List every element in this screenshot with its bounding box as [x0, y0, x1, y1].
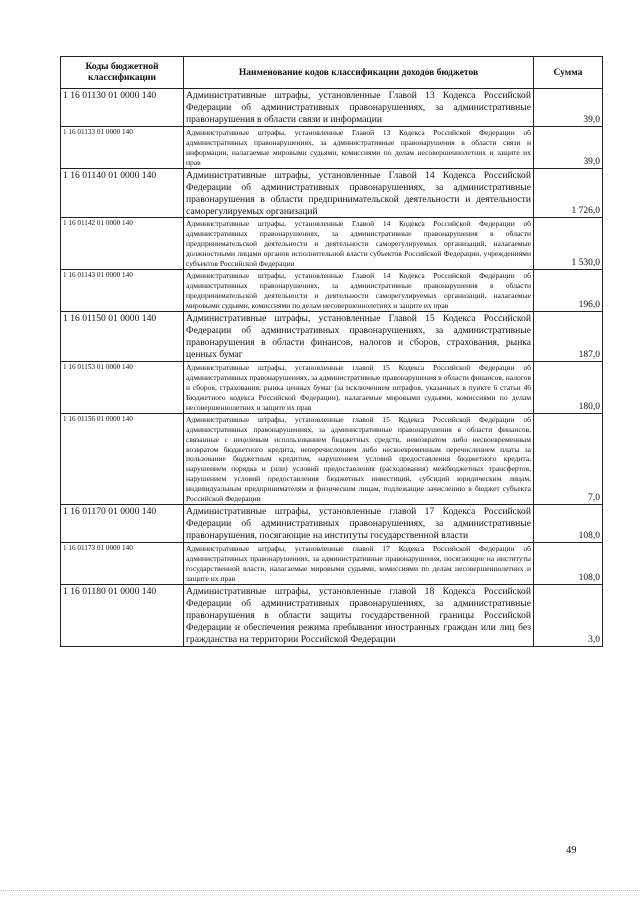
row-code: 1 16 01173 01 0000 140: [61, 543, 184, 585]
footer-rule: [0, 890, 640, 891]
row-code: 1 16 01156 01 0000 140: [61, 413, 184, 505]
header-sum: Сумма: [534, 57, 603, 89]
row-code: 1 16 01170 01 0000 140: [61, 505, 184, 543]
budget-codes-table-page: [60, 56, 602, 647]
table-row: [61, 168, 603, 218]
table-body: [61, 89, 603, 647]
table-row: [61, 543, 603, 585]
row-name: Административные штрафы, установленные главой 17 Кодекса Российской Федерации об административных правонарушениях, за административные правонарушения, посягающие на институты государственной власти, налагаемые мировыми судьями, комиссиями по делам несовершеннолетних и защите их прав: [184, 543, 534, 585]
row-sum: 1 726,0: [534, 168, 603, 218]
row-name: Административные штрафы, установленные главой 17 Кодекса Российской Федерации об административных правонарушениях, за административные правонарушения, посягающие на институты государственной власти: [184, 505, 534, 543]
row-sum: 3,0: [534, 584, 603, 646]
row-sum: 196,0: [534, 270, 603, 312]
table-row: [61, 584, 603, 646]
row-name: Административные штрафы, установленные Главой 13 Кодекса Российской Федерации об административных правонарушениях, за административные правонарушения в области связи и информации, налагаемые мировыми судьями, комиссиями по делам несовершеннолетних и защите их прав: [184, 126, 534, 168]
row-sum: 39,0: [534, 126, 603, 168]
row-name: Административные штрафы, установленные главой 18 Кодекса Российской Федерации об административных правонарушениях, за административные правонарушения в области защиты государственной границы Российской Федерации и обеспечения режима пребывания иностранных граждан или лиц без гражданства на территории Российской Федерации: [184, 584, 534, 646]
row-code: 1 16 01140 01 0000 140: [61, 168, 184, 218]
row-sum: 39,0: [534, 89, 603, 127]
row-name: Административные штрафы, установленные Главой 15 Кодекса Российской Федерации об административных правонарушениях, за административные правонарушения в области финансов, налогов и сборов, страхования, рынка ценных бумаг: [184, 312, 534, 362]
table-row: [61, 361, 603, 413]
row-code: 1 16 01133 01 0000 140: [61, 126, 184, 168]
table-row: [61, 413, 603, 505]
table-row: [61, 126, 603, 168]
table-row: [61, 312, 603, 362]
row-code: 1 16 01130 01 0000 140: [61, 89, 184, 127]
header-row: [61, 57, 603, 89]
row-name: Административные штрафы, установленные главой 15 Кодекса Российской Федерации об административных правонарушениях, за административные правонарушения в области финансов, налогов и сборов, страхования, рынка ценных бумаг (за исключением штрафов, указанных в пункте 6 статьи 46 Бюджетного кодекса Российской Федерации), налагаемые мировыми судьями, комиссиями по делам несовершеннолетних и защите их прав: [184, 361, 534, 413]
row-code: 1 16 01143 01 0000 140: [61, 270, 184, 312]
row-code: 1 16 01153 01 0000 140: [61, 361, 184, 413]
row-sum: 108,0: [534, 543, 603, 585]
row-code: 1 16 01142 01 0000 140: [61, 218, 184, 270]
table-row: [61, 270, 603, 312]
row-name: Административные штрафы, установленные Главой 14 Кодекса Российской Федерации об административных правонарушениях, за административные правонарушения в области предпринимательской деятельности и деятельности саморегулируемых организаций, налагаемые мировыми судьями, комиссиями по делам несовершеннолетних и защите их прав: [184, 270, 534, 312]
row-sum: 7,0: [534, 413, 603, 505]
row-sum: 1 530,0: [534, 218, 603, 270]
row-sum: 180,0: [534, 361, 603, 413]
row-name: Административные штрафы, установленные Главой 14 Кодекса Российской Федерации об административных правонарушениях, за административные правонарушения в области предпринимательской деятельности и деятельности саморегулируемых организаций: [184, 168, 534, 218]
row-name: Административные штрафы, установленные главой 15 Кодекса Российской Федерации об административных правонарушениях, за административные правонарушения в области финансов, связанные с нецелевым использованием бюджетных средств, невозвратом либо несвоевременным возвратом бюджетного кредита, неперечислением либо несвоевременным перечислением платы за пользование бюджетным кредитом, нарушением условий предоставления бюджетного кредита, нарушением порядка и (или) условий предоставления (расходования) межбюджетных трансфертов, нарушением условий предоставления бюджетных инвестиций, субсидий юридическим лицам, индивидуальным предпринимателям и физическим лицам, подлежащие зачислению в бюджет субъекта Российской Федерации: [184, 413, 534, 505]
row-code: 1 16 01180 01 0000 140: [61, 584, 184, 646]
table-header: [61, 57, 603, 89]
page-number: 49: [566, 845, 577, 856]
table-row: [61, 89, 603, 127]
row-sum: 187,0: [534, 312, 603, 362]
row-sum: 108,0: [534, 505, 603, 543]
budget-codes-table: [60, 56, 603, 647]
row-name: Административные штрафы, установленные Главой 14 Кодекса Российской Федерации об административных правонарушениях, за административные правонарушения в области предпринимательской деятельности и деятельности саморегулируемых организаций, налагаемые должностными лицами органов исполнительной власти субъектов Российской Федерации, учреждениями субъектов Российской Федерации: [184, 218, 534, 270]
header-name: Наименование кодов классификации доходов бюджетов: [184, 57, 534, 89]
row-code: 1 16 01150 01 0000 140: [61, 312, 184, 362]
row-name: Административные штрафы, установленные Главой 13 Кодекса Российской Федерации об административных правонарушениях, за административные правонарушения в области связи и информации: [184, 89, 534, 127]
table-row: [61, 218, 603, 270]
table-row: [61, 505, 603, 543]
header-codes: Коды бюджетной классификации: [61, 57, 184, 89]
